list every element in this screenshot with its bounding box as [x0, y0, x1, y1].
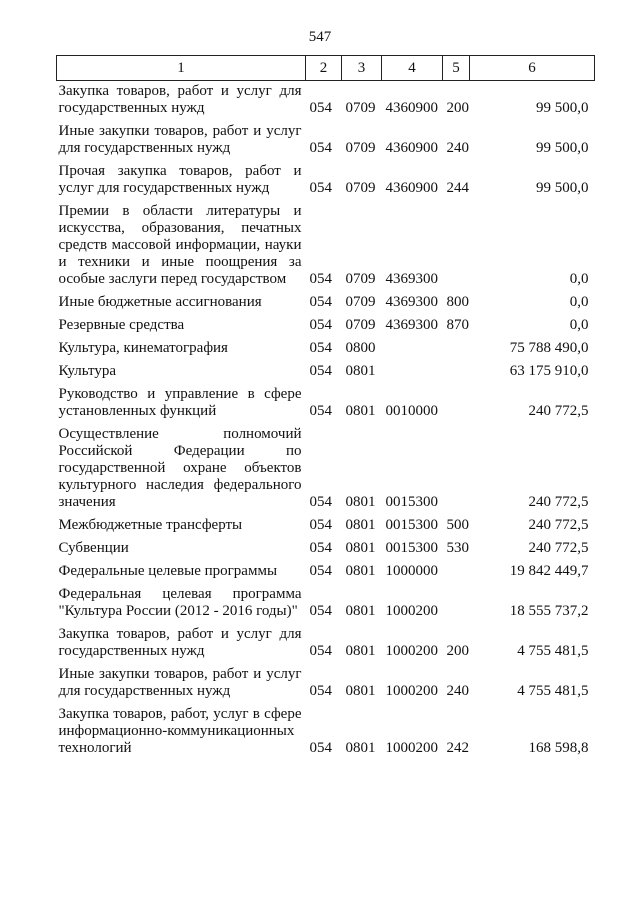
- budget-table: [56, 55, 595, 757]
- row-code-3: 0801: [345, 540, 376, 556]
- row-code-4: 4360900: [385, 180, 438, 196]
- row-code-3: 0801: [345, 683, 376, 699]
- row-code-3: 0709: [345, 294, 376, 310]
- row-amount: 240 772,5: [528, 540, 589, 556]
- row-code-5: [443, 197, 470, 288]
- row-code-2: 054: [309, 540, 332, 556]
- table-row: [57, 311, 595, 334]
- row-code-2: 054: [309, 563, 332, 579]
- row-code-5: [443, 380, 470, 420]
- row-amount: 99 500,0: [536, 100, 589, 116]
- table-header: [57, 56, 595, 81]
- row-name: Премии в области литературы и искусства, образования, печатных средств массовой информации, науки и техники и иные поощрения за особые заслуги перед государством: [58, 203, 302, 287]
- table-row: [57, 660, 595, 700]
- table-row: [57, 81, 595, 118]
- row-name: Культура: [58, 363, 116, 379]
- row-code-5: [443, 357, 470, 380]
- row-code-3: 0801: [345, 563, 376, 579]
- row-code-2: 054: [309, 643, 332, 659]
- row-code-5: 200: [446, 100, 469, 116]
- row-code-3: 0709: [345, 180, 376, 196]
- column-header-4: 4: [382, 56, 443, 81]
- row-code-3: 0801: [345, 403, 376, 419]
- row-amount: 0,0: [569, 294, 589, 310]
- row-code-5: 240: [446, 140, 469, 156]
- row-name: Культура, кинематография: [58, 340, 228, 356]
- row-name: Иные бюджетные ассигнования: [58, 294, 262, 310]
- table-body: [57, 81, 595, 758]
- row-code-4: [382, 334, 443, 357]
- row-code-2: 054: [309, 271, 332, 287]
- row-code-2: 054: [309, 517, 332, 533]
- row-code-5: 244: [446, 180, 469, 196]
- row-code-4: 4360900: [385, 140, 438, 156]
- row-code-5: 800: [446, 294, 469, 310]
- table-row: [57, 557, 595, 580]
- row-amount: 18 555 737,2: [509, 603, 589, 619]
- row-amount: 0,0: [569, 317, 589, 333]
- row-name: Руководство и управление в сфере установленных функций: [58, 386, 302, 419]
- row-amount: 75 788 490,0: [509, 340, 589, 356]
- row-code-4: 0010000: [385, 403, 438, 419]
- row-code-5: 870: [446, 317, 469, 333]
- row-code-3: 0801: [345, 603, 376, 619]
- table-row: [57, 420, 595, 511]
- row-code-4: 1000200: [385, 683, 438, 699]
- row-code-3: 0801: [345, 517, 376, 533]
- row-code-4: 4369300: [385, 271, 438, 287]
- row-code-2: 054: [309, 403, 332, 419]
- table-row: [57, 157, 595, 197]
- row-amount: 63 175 910,0: [509, 363, 589, 379]
- table-row: [57, 511, 595, 534]
- row-code-3: 0801: [345, 494, 376, 510]
- row-code-4: 1000000: [385, 563, 438, 579]
- row-amount: 240 772,5: [528, 494, 589, 510]
- row-code-4: 1000200: [385, 740, 438, 756]
- row-name: Закупка товаров, работ и услуг для государственных нужд: [58, 626, 302, 659]
- table-row: [57, 357, 595, 380]
- row-code-2: 054: [309, 603, 332, 619]
- row-code-4: [382, 357, 443, 380]
- row-code-3: 0709: [345, 140, 376, 156]
- row-code-2: 054: [309, 340, 332, 356]
- row-code-4: 4369300: [385, 294, 438, 310]
- row-name: Федеральная целевая программа "Культура России (2012 - 2016 годы)": [58, 586, 302, 619]
- row-code-5: 500: [446, 517, 469, 533]
- row-code-4: 0015300: [385, 517, 438, 533]
- row-code-5: 240: [446, 683, 469, 699]
- column-header-1: 1: [57, 56, 306, 81]
- row-name: Закупка товаров, работ и услуг для государственных нужд: [58, 83, 302, 116]
- row-code-5: [443, 580, 470, 620]
- row-amount: 0,0: [569, 271, 589, 287]
- row-code-3: 0709: [345, 100, 376, 116]
- table-row: [57, 534, 595, 557]
- column-header-3: 3: [342, 56, 382, 81]
- row-code-3: 0801: [345, 643, 376, 659]
- row-code-5: [443, 557, 470, 580]
- row-code-5: 200: [446, 643, 469, 659]
- row-code-3: 0801: [345, 740, 376, 756]
- row-code-2: 054: [309, 294, 332, 310]
- table-row: [57, 117, 595, 157]
- table-row: [57, 380, 595, 420]
- row-name: Иные закупки товаров, работ и услуг для государственных нужд: [58, 123, 302, 156]
- page-number: 547: [308, 29, 332, 45]
- table-row: [57, 197, 595, 288]
- row-code-3: 0709: [345, 271, 376, 287]
- row-code-3: 0801: [345, 363, 376, 379]
- row-amount: 4 755 481,5: [517, 683, 589, 699]
- row-amount: 99 500,0: [536, 140, 589, 156]
- row-amount: 4 755 481,5: [517, 643, 589, 659]
- row-amount: 240 772,5: [528, 403, 589, 419]
- table-row: [57, 620, 595, 660]
- row-code-2: 054: [309, 100, 332, 116]
- row-code-3: 0800: [345, 340, 376, 356]
- row-name: Осуществление полномочий Российской Федерации по государственной охране объектов культурного наследия федерального значения: [58, 426, 302, 510]
- row-code-5: 242: [446, 740, 469, 756]
- row-code-2: 054: [309, 683, 332, 699]
- row-name: Прочая закупка товаров, работ и услуг для государственных нужд: [58, 163, 302, 196]
- row-name: Субвенции: [58, 540, 129, 556]
- row-code-5: [443, 334, 470, 357]
- row-code-5: [443, 420, 470, 511]
- row-code-4: 0015300: [385, 540, 438, 556]
- row-amount: 240 772,5: [528, 517, 589, 533]
- table-row: [57, 288, 595, 311]
- column-header-5: 5: [443, 56, 470, 81]
- row-code-4: 4369300: [385, 317, 438, 333]
- row-name: Закупка товаров, работ, услуг в сфере информационно-коммуникационных технологий: [58, 706, 302, 756]
- row-code-4: 1000200: [385, 643, 438, 659]
- row-code-2: 054: [309, 140, 332, 156]
- column-header-6: 6: [470, 56, 595, 81]
- row-code-2: 054: [309, 180, 332, 196]
- row-name: Федеральные целевые программы: [58, 563, 278, 579]
- row-code-2: 054: [309, 317, 332, 333]
- row-amount: 168 598,8: [528, 740, 589, 756]
- row-amount: 99 500,0: [536, 180, 589, 196]
- table-row: [57, 334, 595, 357]
- table-row: [57, 700, 595, 757]
- row-name: Иные закупки товаров, работ и услуг для государственных нужд: [58, 666, 302, 699]
- row-code-3: 0709: [345, 317, 376, 333]
- row-name: Межбюджетные трансферты: [58, 517, 243, 533]
- row-code-4: 0015300: [385, 494, 438, 510]
- column-header-2: 2: [306, 56, 342, 81]
- table-row: [57, 580, 595, 620]
- row-code-5: 530: [446, 540, 469, 556]
- row-code-2: 054: [309, 494, 332, 510]
- row-code-2: 054: [309, 740, 332, 756]
- row-code-4: 1000200: [385, 603, 438, 619]
- header-row: [57, 56, 595, 81]
- row-code-4: 4360900: [385, 100, 438, 116]
- row-amount: 19 842 449,7: [509, 563, 589, 579]
- row-name: Резервные средства: [58, 317, 185, 333]
- row-code-2: 054: [309, 363, 332, 379]
